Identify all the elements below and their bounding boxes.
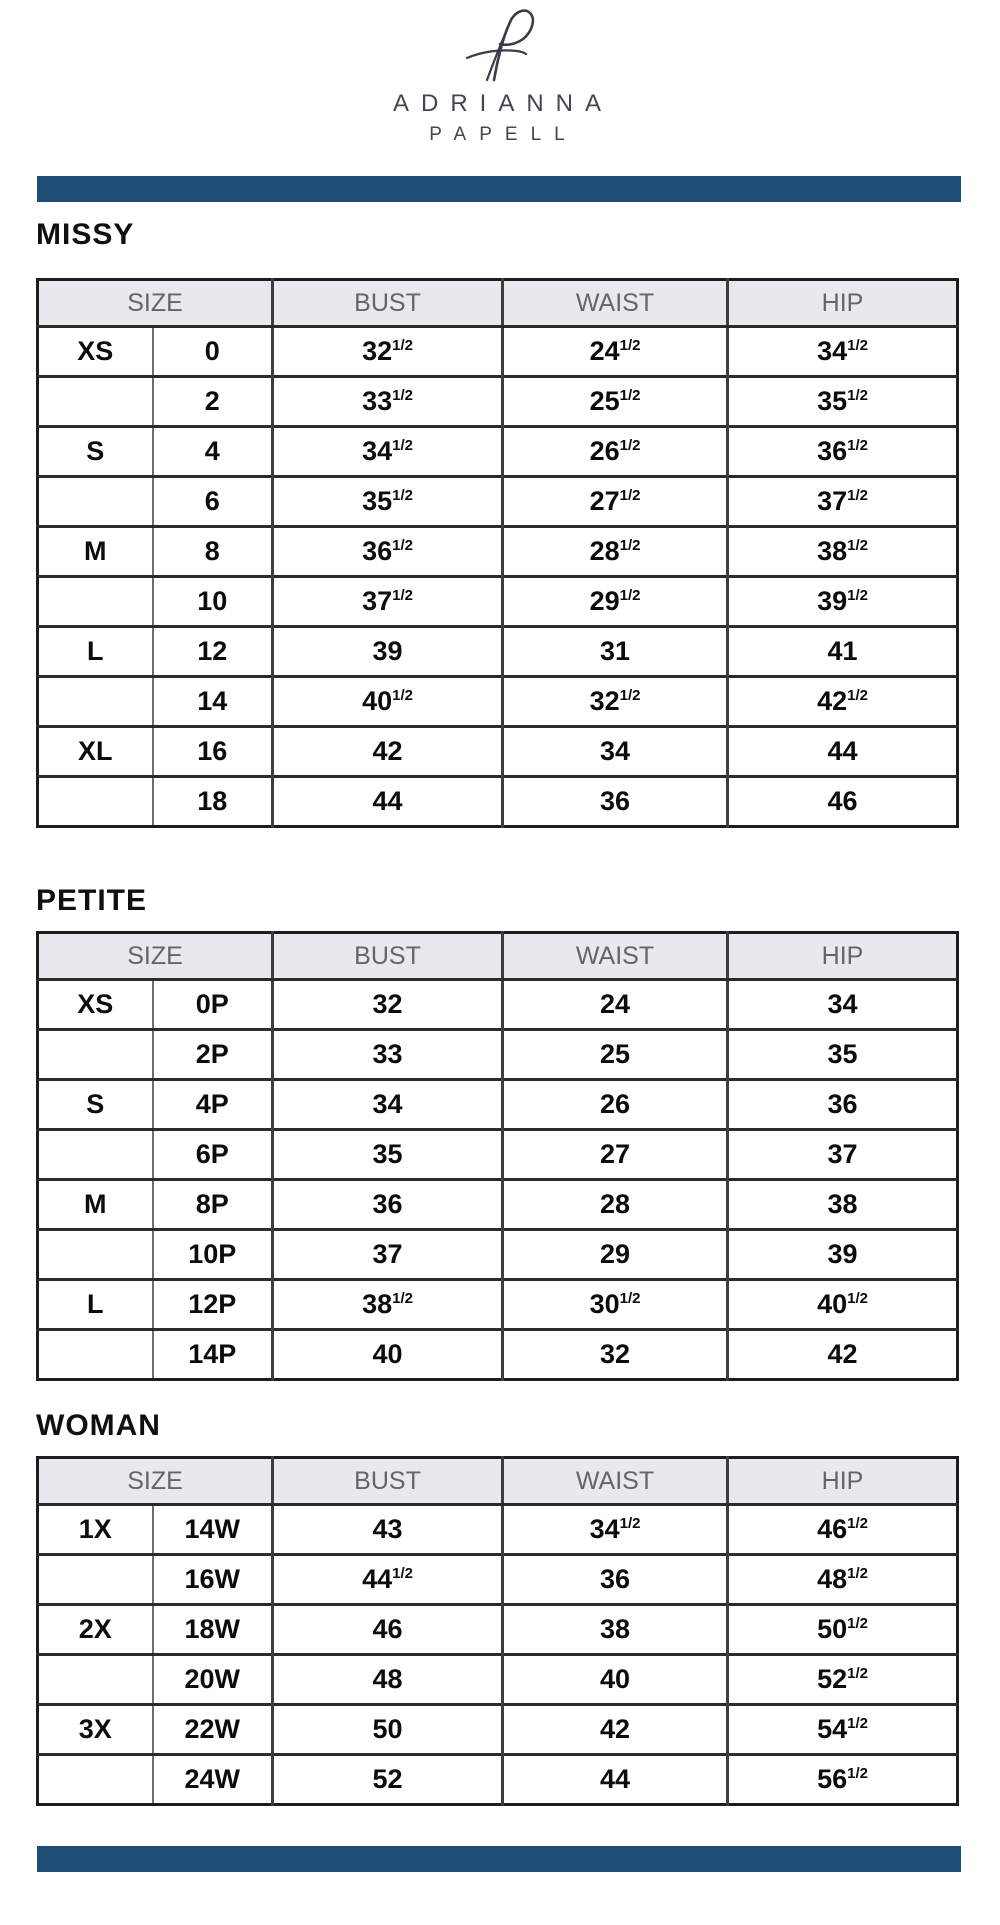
section-title-missy: MISSY (36, 218, 135, 251)
group-cell: M (38, 1180, 153, 1230)
fraction-half: 1/2 (847, 1565, 868, 1582)
size-chart-page (36, 0, 958, 1872)
table-row (38, 527, 958, 577)
table-row (38, 677, 958, 727)
woman-size-table (36, 1456, 959, 1806)
waist-cell: 34 (503, 727, 728, 777)
group-cell (38, 777, 153, 827)
group-cell (38, 677, 153, 727)
table-row (38, 1130, 958, 1180)
table-row (38, 1605, 958, 1655)
fraction-half: 1/2 (392, 687, 413, 704)
fraction-half: 1/2 (619, 387, 641, 404)
bust-cell: $37^{1/2}$ (273, 577, 503, 627)
fraction-half: 1/2 (847, 387, 868, 404)
table-row (38, 1080, 958, 1130)
section-title-petite: PETITE (36, 884, 148, 917)
hip-cell: 36 (728, 1080, 958, 1130)
waist-cell: 29 (503, 1230, 728, 1280)
size-cell: 2 (153, 377, 273, 427)
petite-table-body (38, 980, 958, 1380)
fraction-half: 1/2 (847, 1290, 868, 1307)
group-cell (38, 477, 153, 527)
fraction-half: 1/2 (619, 1290, 641, 1307)
bust-cell: 32 (273, 980, 503, 1030)
hip-cell: 41 (728, 627, 958, 677)
column-header-waist: WAIST (503, 280, 728, 327)
group-cell (38, 1555, 153, 1605)
bust-cell: 50 (273, 1705, 503, 1755)
group-cell: XL (38, 727, 153, 777)
hip-cell: $42^{1/2}$ (728, 677, 958, 727)
woman-table-body (38, 1505, 958, 1805)
brand-logo (36, 0, 958, 146)
fraction-half: 1/2 (619, 337, 641, 354)
size-cell: 14P (153, 1330, 273, 1380)
hip-cell: 34 (728, 980, 958, 1030)
fraction-half: 1/2 (847, 437, 868, 454)
bust-cell: 33 (273, 1030, 503, 1080)
table-row (38, 1655, 958, 1705)
hip-cell: 38 (728, 1180, 958, 1230)
fraction-half: 1/2 (392, 387, 413, 404)
table-row (38, 1705, 958, 1755)
group-cell: 3X (38, 1705, 153, 1755)
waist-cell: 25 (503, 1030, 728, 1080)
missy-table-body (38, 327, 958, 827)
bust-cell: 46 (273, 1605, 503, 1655)
fraction-half: 1/2 (392, 1565, 413, 1582)
size-cell: 18W (153, 1605, 273, 1655)
bust-cell: 42 (273, 727, 503, 777)
column-header-waist: WAIST (503, 933, 728, 980)
fraction-half: 1/2 (847, 687, 868, 704)
fraction-half: 1/2 (847, 1615, 868, 1632)
hip-cell: 46 (728, 777, 958, 827)
column-header-hip: HIP (728, 933, 958, 980)
fraction-half: 1/2 (392, 487, 413, 504)
column-header-bust: BUST (273, 280, 503, 327)
bust-cell: 48 (273, 1655, 503, 1705)
table-row (38, 1555, 958, 1605)
hip-cell: $54^{1/2}$ (728, 1705, 958, 1755)
column-header-bust: BUST (273, 1458, 503, 1505)
bust-cell: 44 (273, 777, 503, 827)
waist-cell: 24 (503, 980, 728, 1030)
table-header-row (38, 280, 958, 327)
group-cell: M (38, 527, 153, 577)
column-header-size: SIZE (38, 1458, 273, 1505)
size-cell: 8 (153, 527, 273, 577)
fraction-half: 1/2 (847, 1515, 868, 1532)
waist-cell: 32 (503, 1330, 728, 1380)
size-cell: 16W (153, 1555, 273, 1605)
table-row (38, 1230, 958, 1280)
waist-cell: 28 (503, 1180, 728, 1230)
column-header-waist: WAIST (503, 1458, 728, 1505)
hip-cell: $35^{1/2}$ (728, 377, 958, 427)
size-cell: 20W (153, 1655, 273, 1705)
hip-cell: $52^{1/2}$ (728, 1655, 958, 1705)
size-cell: 10P (153, 1230, 273, 1280)
fraction-half: 1/2 (847, 487, 868, 504)
waist-cell: $28^{1/2}$ (503, 527, 728, 577)
table-row (38, 1505, 958, 1555)
waist-cell: 44 (503, 1755, 728, 1805)
bust-cell: $38^{1/2}$ (273, 1280, 503, 1330)
bust-cell: $40^{1/2}$ (273, 677, 503, 727)
bust-cell: $44^{1/2}$ (273, 1555, 503, 1605)
hip-cell: $36^{1/2}$ (728, 427, 958, 477)
bust-cell: $36^{1/2}$ (273, 527, 503, 577)
bust-cell: $33^{1/2}$ (273, 377, 503, 427)
bust-cell: 52 (273, 1755, 503, 1805)
hip-cell: $50^{1/2}$ (728, 1605, 958, 1655)
group-cell (38, 577, 153, 627)
waist-cell: $24^{1/2}$ (503, 327, 728, 377)
fraction-half: 1/2 (392, 587, 413, 604)
hip-cell: $56^{1/2}$ (728, 1755, 958, 1805)
table-row (38, 627, 958, 677)
waist-cell: $34^{1/2}$ (503, 1505, 728, 1555)
fraction-half: 1/2 (847, 1715, 868, 1732)
waist-cell: $30^{1/2}$ (503, 1280, 728, 1330)
size-cell: 0P (153, 980, 273, 1030)
hip-cell: $39^{1/2}$ (728, 577, 958, 627)
table-row (38, 477, 958, 527)
section-title-woman: WOMAN (36, 1409, 161, 1442)
table-row (38, 777, 958, 827)
table-row (38, 1330, 958, 1380)
bust-cell: 39 (273, 627, 503, 677)
group-cell: L (38, 627, 153, 677)
brand-name-line2: PAPELL (429, 124, 578, 145)
fraction-half: 1/2 (619, 437, 641, 454)
group-cell (38, 377, 153, 427)
column-header-bust: BUST (273, 933, 503, 980)
group-cell (38, 1755, 153, 1805)
table-row (38, 1280, 958, 1330)
waist-cell: $32^{1/2}$ (503, 677, 728, 727)
group-cell: XS (38, 327, 153, 377)
group-cell: 2X (38, 1605, 153, 1655)
bust-cell: $35^{1/2}$ (273, 477, 503, 527)
size-cell: 24W (153, 1755, 273, 1805)
ap-monogram-icon (437, 6, 557, 86)
fraction-half: 1/2 (847, 587, 868, 604)
size-cell: 10 (153, 577, 273, 627)
table-row (38, 980, 958, 1030)
bust-cell: $32^{1/2}$ (273, 327, 503, 377)
column-header-hip: HIP (728, 1458, 958, 1505)
table-row (38, 327, 958, 377)
size-cell: 16 (153, 727, 273, 777)
hip-cell: 39 (728, 1230, 958, 1280)
table-header-row (38, 933, 958, 980)
waist-cell: 27 (503, 1130, 728, 1180)
table-row (38, 577, 958, 627)
fraction-half: 1/2 (619, 687, 641, 704)
waist-cell: 26 (503, 1080, 728, 1130)
hip-cell: 44 (728, 727, 958, 777)
fraction-half: 1/2 (619, 587, 641, 604)
hip-cell: $34^{1/2}$ (728, 327, 958, 377)
top-divider-bar (37, 176, 961, 202)
hip-cell: $48^{1/2}$ (728, 1555, 958, 1605)
hip-cell: $46^{1/2}$ (728, 1505, 958, 1555)
group-cell: L (38, 1280, 153, 1330)
group-cell (38, 1130, 153, 1180)
waist-cell: $27^{1/2}$ (503, 477, 728, 527)
column-header-size: SIZE (38, 933, 273, 980)
group-cell: S (38, 1080, 153, 1130)
bust-cell: $34^{1/2}$ (273, 427, 503, 477)
fraction-half: 1/2 (847, 537, 868, 554)
fraction-half: 1/2 (392, 1290, 413, 1307)
bust-cell: 43 (273, 1505, 503, 1555)
missy-size-table (36, 278, 959, 828)
waist-cell: 36 (503, 1555, 728, 1605)
group-cell: 1X (38, 1505, 153, 1555)
group-cell (38, 1230, 153, 1280)
bottom-divider-bar (37, 1846, 961, 1872)
table-row (38, 1030, 958, 1080)
fraction-half: 1/2 (847, 337, 868, 354)
hip-cell: 35 (728, 1030, 958, 1080)
size-cell: 18 (153, 777, 273, 827)
table-row (38, 1180, 958, 1230)
size-cell: 8P (153, 1180, 273, 1230)
waist-cell: $25^{1/2}$ (503, 377, 728, 427)
waist-cell: 36 (503, 777, 728, 827)
brand-name-line1: ADRIANNA (392, 90, 614, 117)
hip-cell: $37^{1/2}$ (728, 477, 958, 527)
size-cell: 6P (153, 1130, 273, 1180)
size-cell: 22W (153, 1705, 273, 1755)
size-cell: 2P (153, 1030, 273, 1080)
size-cell: 6 (153, 477, 273, 527)
fraction-half: 1/2 (392, 537, 413, 554)
column-header-hip: HIP (728, 280, 958, 327)
waist-cell: 31 (503, 627, 728, 677)
hip-cell: 37 (728, 1130, 958, 1180)
bust-cell: 37 (273, 1230, 503, 1280)
size-cell: 12P (153, 1280, 273, 1330)
table-row (38, 1755, 958, 1805)
hip-cell: 42 (728, 1330, 958, 1380)
table-row (38, 427, 958, 477)
fraction-half: 1/2 (847, 1765, 868, 1782)
group-cell (38, 1655, 153, 1705)
bust-cell: 36 (273, 1180, 503, 1230)
size-cell: 4 (153, 427, 273, 477)
fraction-half: 1/2 (847, 1665, 868, 1682)
waist-cell: 38 (503, 1605, 728, 1655)
group-cell (38, 1330, 153, 1380)
table-row (38, 377, 958, 427)
table-row (38, 727, 958, 777)
size-cell: 14W (153, 1505, 273, 1555)
hip-cell: $38^{1/2}$ (728, 527, 958, 577)
group-cell: S (38, 427, 153, 477)
size-cell: 14 (153, 677, 273, 727)
bust-cell: 35 (273, 1130, 503, 1180)
fraction-half: 1/2 (619, 537, 641, 554)
table-header-row (38, 1458, 958, 1505)
bust-cell: 40 (273, 1330, 503, 1380)
column-header-size: SIZE (38, 280, 273, 327)
waist-cell: 40 (503, 1655, 728, 1705)
waist-cell: $29^{1/2}$ (503, 577, 728, 627)
waist-cell: 42 (503, 1705, 728, 1755)
fraction-half: 1/2 (392, 437, 413, 454)
petite-size-table (36, 931, 959, 1381)
group-cell (38, 1030, 153, 1080)
bust-cell: 34 (273, 1080, 503, 1130)
size-cell: 12 (153, 627, 273, 677)
fraction-half: 1/2 (619, 487, 641, 504)
size-cell: 4P (153, 1080, 273, 1130)
fraction-half: 1/2 (619, 1515, 641, 1532)
waist-cell: $26^{1/2}$ (503, 427, 728, 477)
size-cell: 0 (153, 327, 273, 377)
group-cell: XS (38, 980, 153, 1030)
hip-cell: $40^{1/2}$ (728, 1280, 958, 1330)
fraction-half: 1/2 (392, 337, 413, 354)
